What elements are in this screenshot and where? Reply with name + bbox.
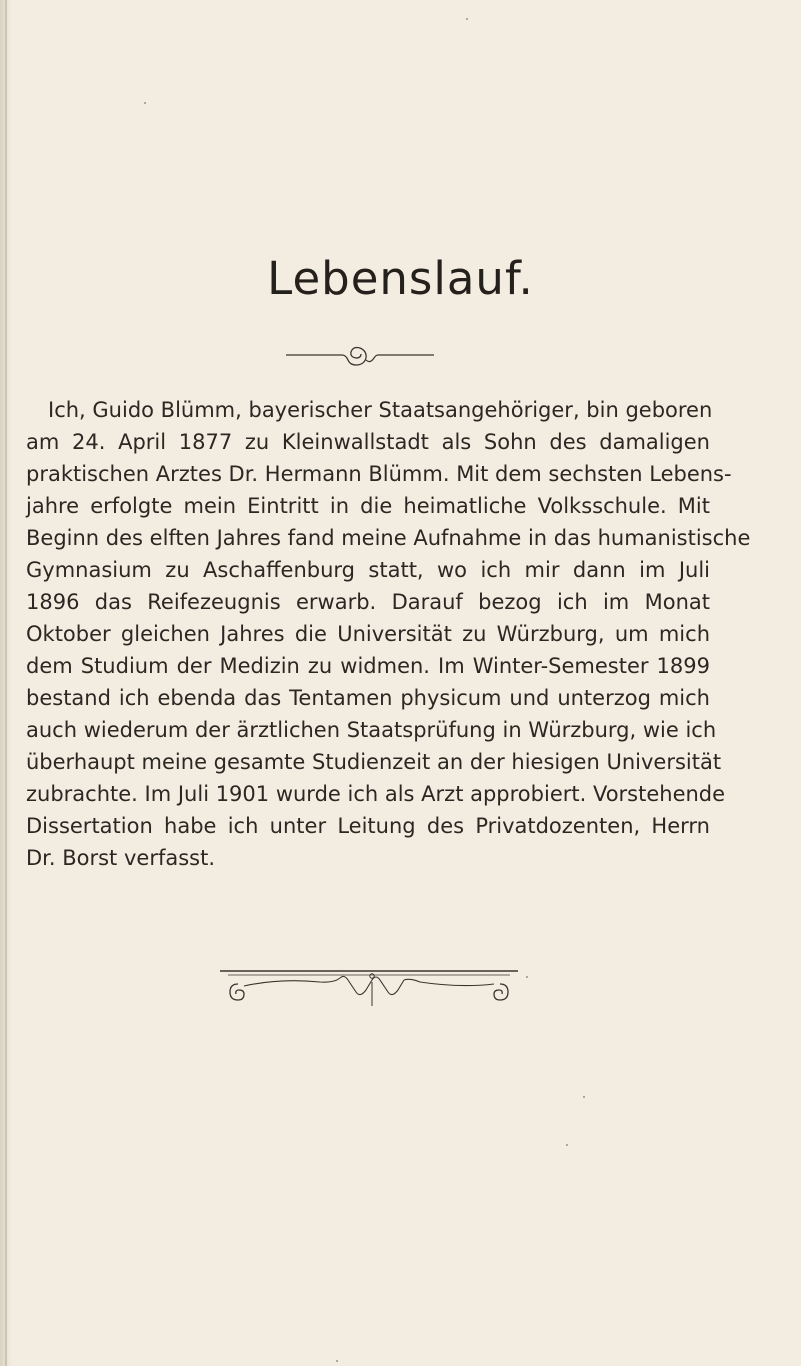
paragraph-line: Gymnasium zu Aschaffenburg statt, wo ich mir dann im Juli [26, 558, 710, 582]
page-binding-shadow [5, 0, 7, 1366]
scroll-ornament-icon [280, 334, 440, 374]
paper-speck [466, 18, 468, 20]
paragraph-line: praktischen Arztes Dr. Hermann Blümm. Mit dem sechsten Lebens- [26, 462, 732, 486]
paragraph-line: am 24. April 1877 zu Kleinwallstadt als Sohn des damaligen [26, 430, 710, 454]
paper-speck [526, 976, 528, 978]
paragraph-line: auch wiederum der ärztlichen Staatsprüfung in Würzburg, wie ich [26, 718, 717, 742]
biography-paragraph [26, 394, 751, 874]
paper-speck [583, 1096, 585, 1098]
paragraph-line: Ich, Guido Blümm, bayerischer Staatsangehöriger, bin geboren [48, 398, 713, 422]
paragraph-line: bestand ich ebenda das Tentamen physicum und unterzog mich [26, 686, 710, 710]
tailpiece-ornament-icon [210, 968, 530, 1010]
page-title: Lebenslauf. [267, 252, 534, 305]
paragraph-line: Dr. Borst verfasst. [26, 846, 215, 870]
paper-speck [336, 1360, 338, 1362]
paragraph-line: Dissertation habe ich unter Leitung des Privatdozenten, Herrn [26, 814, 710, 838]
paragraph-line: jahre erfolgte mein Eintritt in die heimatliche Volksschule. Mit [26, 494, 710, 518]
paragraph-line: 1896 das Reifezeugnis erwarb. Darauf bezog ich im Monat [26, 590, 710, 614]
paragraph-line: überhaupt meine gesamte Studienzeit an der hiesigen Universität [26, 750, 722, 774]
paragraph-line: Beginn des elften Jahres fand meine Aufnahme in das humanistische [26, 526, 751, 550]
paper-speck [566, 1144, 568, 1146]
paragraph-line: dem Studium der Medizin zu widmen. Im Winter-Semester 1899 [26, 654, 710, 678]
paragraph-line: Oktober gleichen Jahres die Universität zu Würzburg, um mich [26, 622, 710, 646]
paragraph-line: zubrachte. Im Juli 1901 wurde ich als Arzt approbiert. Vorstehende [26, 782, 726, 806]
paper-speck [144, 102, 146, 104]
